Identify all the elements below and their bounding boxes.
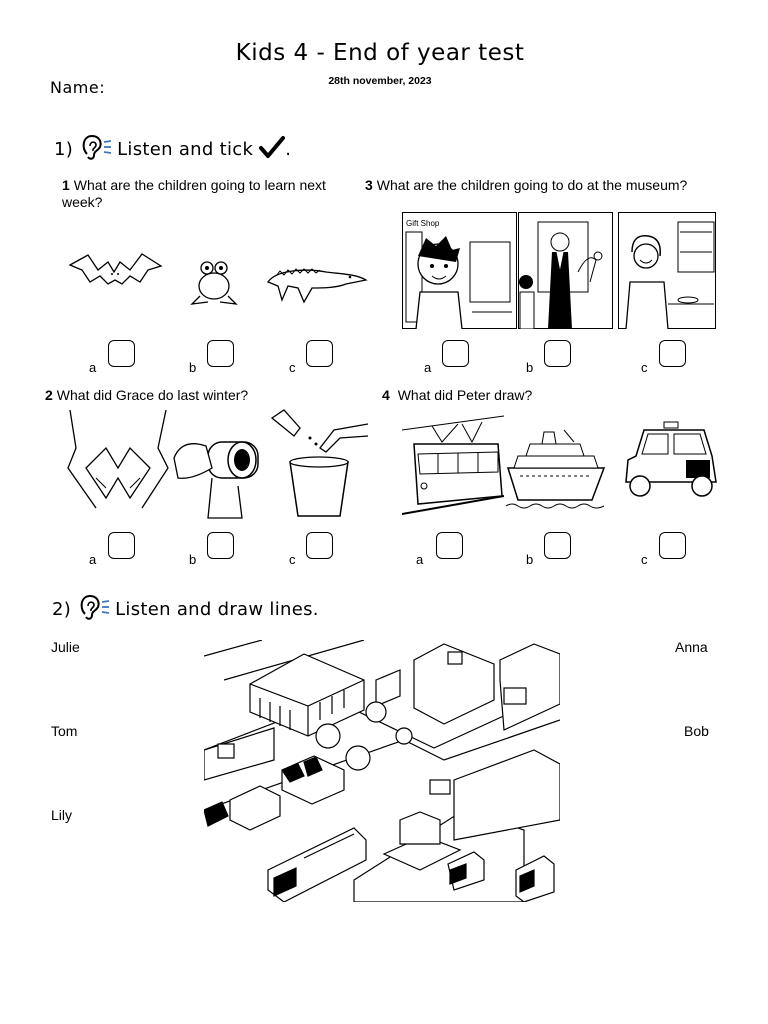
section-2-instruction: Listen and draw lines. (115, 599, 319, 620)
option-letter: b (189, 360, 197, 375)
crocodile-picture (266, 262, 368, 308)
option-letter: a (416, 552, 424, 567)
q1-option-b-checkbox[interactable] (207, 340, 234, 367)
q1-option-a-checkbox[interactable] (108, 340, 135, 367)
name-bob: Bob (684, 723, 709, 739)
question-3: 3 What are the children going to do at the museum? (365, 177, 688, 193)
q2-option-c-checkbox[interactable] (306, 532, 333, 559)
q3-option-c-checkbox[interactable] (659, 340, 686, 367)
ship-picture (504, 428, 608, 514)
taxi-picture (620, 420, 718, 502)
option-letter: a (89, 360, 97, 375)
page-title: Kids 4 - End of year test (235, 40, 525, 66)
test-date: 28th november, 2023 (328, 75, 432, 87)
option-letter: b (526, 552, 534, 567)
name-julie: Julie (51, 639, 80, 655)
question-4: 4 What did Peter draw? (382, 387, 533, 403)
ear-icon (79, 132, 113, 167)
q4-option-b-checkbox[interactable] (544, 532, 571, 559)
q1-option-c-checkbox[interactable] (306, 340, 333, 367)
bat-picture (68, 250, 163, 295)
folding-paper-picture (66, 408, 170, 520)
cafe-picture (618, 212, 716, 329)
frog-picture (188, 258, 240, 306)
name-anna: Anna (675, 639, 708, 655)
question-1: 1 What are the children going to learn next week? (62, 177, 326, 210)
option-letter: c (641, 552, 648, 567)
ear-icon (77, 592, 111, 627)
gift-shop-picture (402, 212, 517, 329)
planting-seeds-picture (270, 408, 368, 520)
taking-photo-picture (172, 408, 268, 520)
option-letter: a (89, 552, 97, 567)
tram-picture (402, 412, 504, 516)
q3-option-b-checkbox[interactable] (544, 340, 571, 367)
name-tom: Tom (51, 723, 78, 739)
option-letter: b (526, 360, 534, 375)
town-scene-picture (204, 640, 560, 902)
section-2-number: 2) (52, 599, 72, 620)
section-1-heading: 1) Listen and tick . (54, 132, 291, 167)
option-letter: a (424, 360, 432, 375)
q2-option-b-checkbox[interactable] (207, 532, 234, 559)
q3-option-a-checkbox[interactable] (442, 340, 469, 367)
dinosaur-exhibit-picture (518, 212, 613, 329)
question-2: 2 What did Grace do last winter? (45, 387, 249, 403)
section-1-number: 1) (54, 139, 74, 160)
section-1-instruction: Listen and tick (117, 139, 254, 160)
option-letter: c (641, 360, 648, 375)
gift-shop-sign: Gift Shop (406, 219, 440, 228)
section-2-heading (52, 592, 319, 627)
name-label: Name: (50, 78, 106, 97)
option-letter: b (189, 552, 197, 567)
q4-option-a-checkbox[interactable] (436, 532, 463, 559)
name-lily: Lily (51, 807, 73, 823)
checkmark-icon (259, 135, 285, 164)
q2-option-a-checkbox[interactable] (108, 532, 135, 559)
option-letter: c (289, 360, 296, 375)
q4-option-c-checkbox[interactable] (659, 532, 686, 559)
option-letter: c (289, 552, 296, 567)
